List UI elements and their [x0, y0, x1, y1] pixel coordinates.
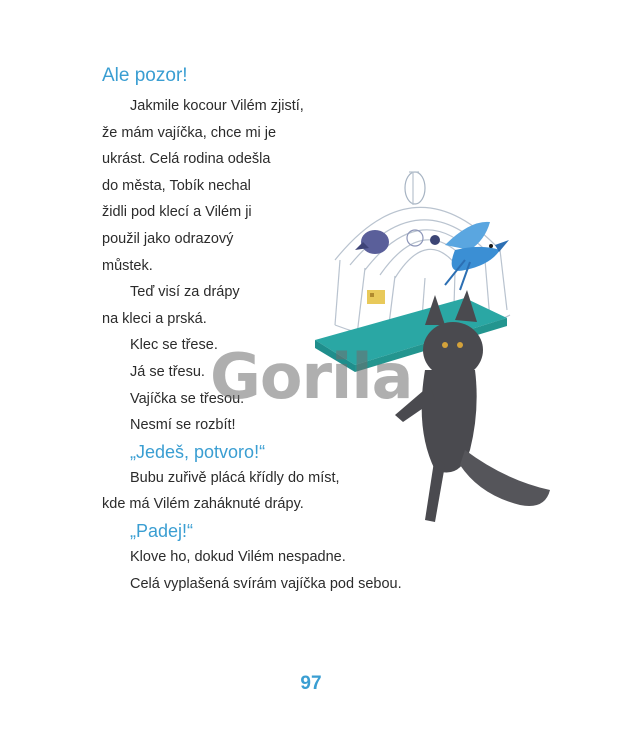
text-line: že mám vajíčka, chce mi je [102, 124, 277, 141]
text-line: Nesmí se rozbít! [130, 417, 236, 434]
text-line: kde má Vilém zaháknuté drápy. [102, 496, 304, 513]
perched-bird-icon [355, 230, 440, 254]
text-line: ukrást. Celá rodina odešla [102, 151, 271, 168]
egg-icon [367, 290, 385, 304]
text-line: použil jako odrazový [102, 230, 234, 247]
text-line: do města, Tobík nechal [102, 177, 251, 194]
text-line: můstek. [102, 257, 153, 274]
text-line: Vajíčka se třesou. [130, 390, 245, 407]
text-line: Bubu zuřivě plácá křídly do míst, [130, 469, 340, 486]
section-heading: Ale pozor! [102, 65, 188, 86]
page-number: 97 [300, 673, 322, 694]
dialogue-quote: „Padej!“ [130, 520, 194, 541]
text-line: Klec se třese. [130, 337, 218, 354]
text-line: Celá vyplašená svírám vajíčka pod sebou. [130, 575, 402, 592]
dialogue-quote: „Jedeš, potvoro!“ [130, 441, 266, 462]
cage-cat-illustration [295, 150, 585, 550]
text-line: Klove ho, dokud Vilém nespadne. [130, 548, 346, 565]
text-line: Teď visí za drápy [130, 284, 240, 301]
text-line: židli pod klecí a Vilém ji [102, 204, 252, 221]
text-line: Já se třesu. [130, 363, 205, 380]
publisher-watermark: Gorila [210, 340, 413, 413]
text-line: na kleci a prská. [102, 310, 207, 327]
text-line: Jakmile kocour Vilém zjistí, [130, 98, 304, 114]
